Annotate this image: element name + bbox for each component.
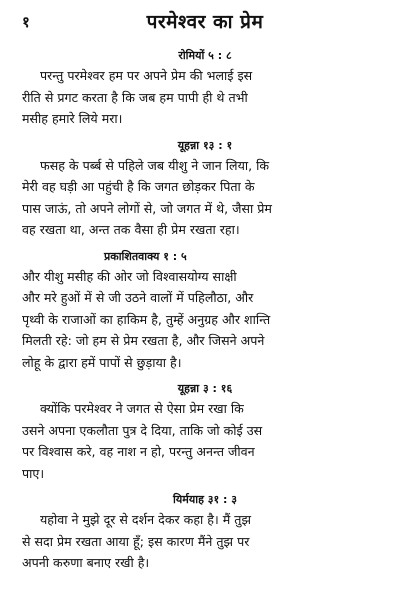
scripture-reference: रोमियों ५ : ८ — [178, 49, 232, 62]
scripture-passage — [22, 509, 388, 574]
scripture-passage — [22, 266, 388, 374]
scripture-passage — [22, 155, 388, 241]
scripture-reference: यूहन्ना १३ : १ — [177, 138, 233, 152]
scripture-reference: यिर्मयाह ३१ : ३ — [173, 493, 237, 506]
scripture-passage — [22, 65, 388, 130]
passage-line: और यीशु मसीह की ओर जो विश्वासयोग्य साक्षी — [22, 268, 237, 284]
passage-line: मिलती रहे: जो हम से प्रेम रखता है, और जिसने अपने — [22, 333, 265, 348]
passage-line: वह रखता था, अन्त तक वैसा ही प्रेम रखता रहा। — [22, 222, 240, 237]
passage-line: फसह के पर्ब्ब से पहिले जब यीशु ने जान लिया, कि — [40, 157, 270, 173]
scripture-passage — [22, 398, 388, 484]
passage-line: उसने अपना एकलौता पुत्र दे दिया, ताकि जो कोई उस — [22, 422, 263, 438]
passage-line: लोहू के द्वारा हमें पापों से छुड़ाया है। — [22, 354, 182, 370]
passage-line: और मरे हुओं में से जी उठने वालों में पहिलौठा, और — [22, 290, 254, 305]
passage-line: मसीह हमारे लिये मरा। — [22, 111, 123, 126]
page-title: परमेश्वर का प्रेम — [146, 11, 264, 33]
passage-line: पास जाऊं, तो अपने लोगों से, जो जगत में थे, जैसा प्रेम — [22, 200, 272, 216]
passage-line: रीति से प्रगट करता है कि जब हम पापी ही थे तभी — [22, 89, 248, 105]
passage-line: पाए। — [22, 465, 45, 481]
passage-line: अपनी करुणा बनाए रखी है। — [22, 555, 150, 570]
passage-line: परन्तु परमेश्वर हम पर अपने प्रेम की भलाई इस — [40, 68, 253, 83]
passage-line: पर विश्वास करे, वह नाश न हो, परन्तु अनन्त जीवन — [22, 444, 255, 459]
passage-line: यहोवा ने मुझे दूर से दर्शन देकर कहा है। मैं तुझ — [40, 512, 252, 527]
page-number: १ — [22, 13, 30, 31]
passage-line: क्योंकि परमेश्वर ने जगत से ऐसा प्रेम रखा कि — [40, 401, 244, 416]
page-header — [22, 4, 388, 38]
passage-line: पृथ्वी के राजाओं का हाकिम है, तुम्हें अनुग्रह और शान्ति — [22, 311, 271, 327]
scripture-reference: प्रकाशितवाक्य १ : ५ — [104, 249, 187, 263]
scripture-reference: यूहन्ना ३ : १६ — [177, 382, 233, 395]
passage-line: से सदा प्रेम रखता आया हूँ; इस कारण मैंने तुझ पर — [22, 533, 250, 549]
passage-line: मेरी वह घड़ी आ पहुंची है कि जगत छोड़कर पिता के — [22, 179, 255, 194]
